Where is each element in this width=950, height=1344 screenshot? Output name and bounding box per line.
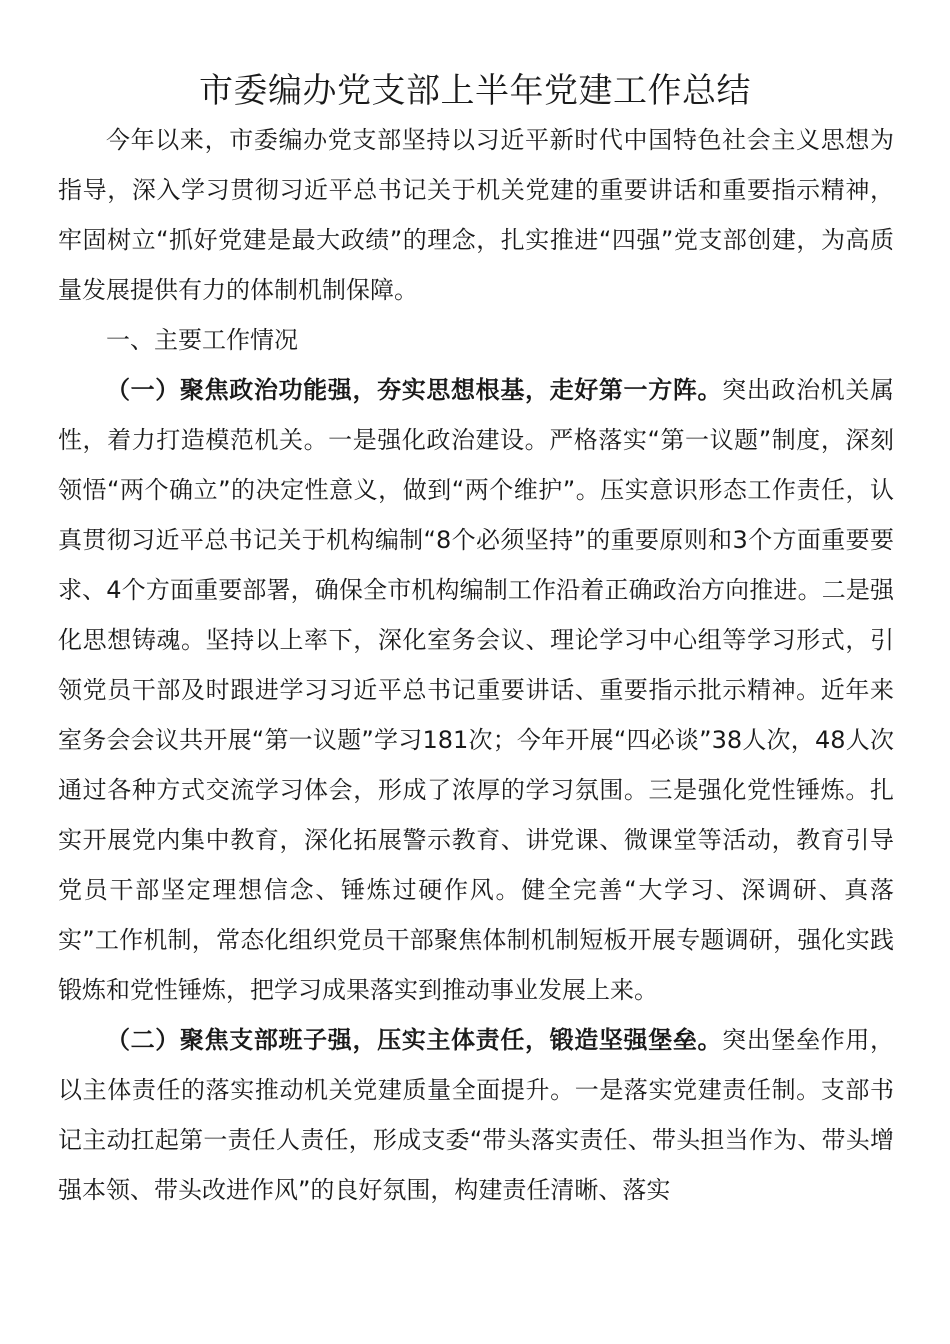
- section-1-text: 突出政治机关属性，着力打造模范机关。一是强化政治建设。严格落实“第一议题”制度，深刻领悟“两个确立”的决定性意义，做到“两个维护”。压实意识形态工作责任，认真贯彻习近平总书记关于机构编制“8个必须坚持”的重要原则和3个方面重要要求、4个方面重要部署，确保全市机构编制工作沿着正确政治方向推进。二是强化思想铸魂。坚持以上率下，深化室务会议、理论学习中心组等学习形式，引领党员干部及时跟进学习习近平总书记重要讲话、重要指示批示精神。近年来室务会会议共开展“第一议题”学习181次；今年开展“四必谈”38人次，48人次通过各种方式交流学习体会，形成了浓厚的学习氛围。三是强化党性锤炼。扎实开展党内集中教育，深化拓展警示教育、讲党课、微课堂等活动，教育引导党员干部坚定理想信念、锤炼过硬作风。健全完善“大学习、深调研、真落实”工作机制，常态化组织党员干部聚焦体制机制短板开展专题调研，强化实践锻炼和党性锤炼，把学习成果落实到推动事业发展上来。: [58, 376, 895, 1004]
- intro-paragraph: 今年以来，市委编办党支部坚持以习近平新时代中国特色社会主义思想为指导，深入学习贯彻习近平总书记关于机关党建的重要讲话和重要指示精神，牢固树立“抓好党建是最大政绩”的理念，扎实推进“四强”党支部创建，为高质量发展提供有力的体制机制保障。: [58, 126, 894, 304]
- section-heading: 一、主要工作情况: [106, 326, 298, 354]
- section-2-lead: （二）聚焦支部班子强，压实主体责任，锻造坚强堡垒。: [106, 1026, 723, 1054]
- document-body: [58, 115, 894, 1215]
- section-2-paragraph: [58, 1015, 894, 1215]
- section-1-lead: （一）聚焦政治功能强，夯实思想根基，走好第一方阵。: [106, 376, 723, 404]
- section-2-text: 突出堡垒作用，以主体责任的落实推动机关党建质量全面提升。一是落实党建责任制。支部书记主动扛起第一责任人责任，形成支委“带头落实责任、带头担当作为、带头增强本领、带头改进作风”的良好氛围，构建责任清晰、落实: [58, 1026, 895, 1204]
- document-title: 市委编办党支部上半年党建工作总结: [199, 71, 751, 111]
- section-1-paragraph: [58, 365, 894, 1015]
